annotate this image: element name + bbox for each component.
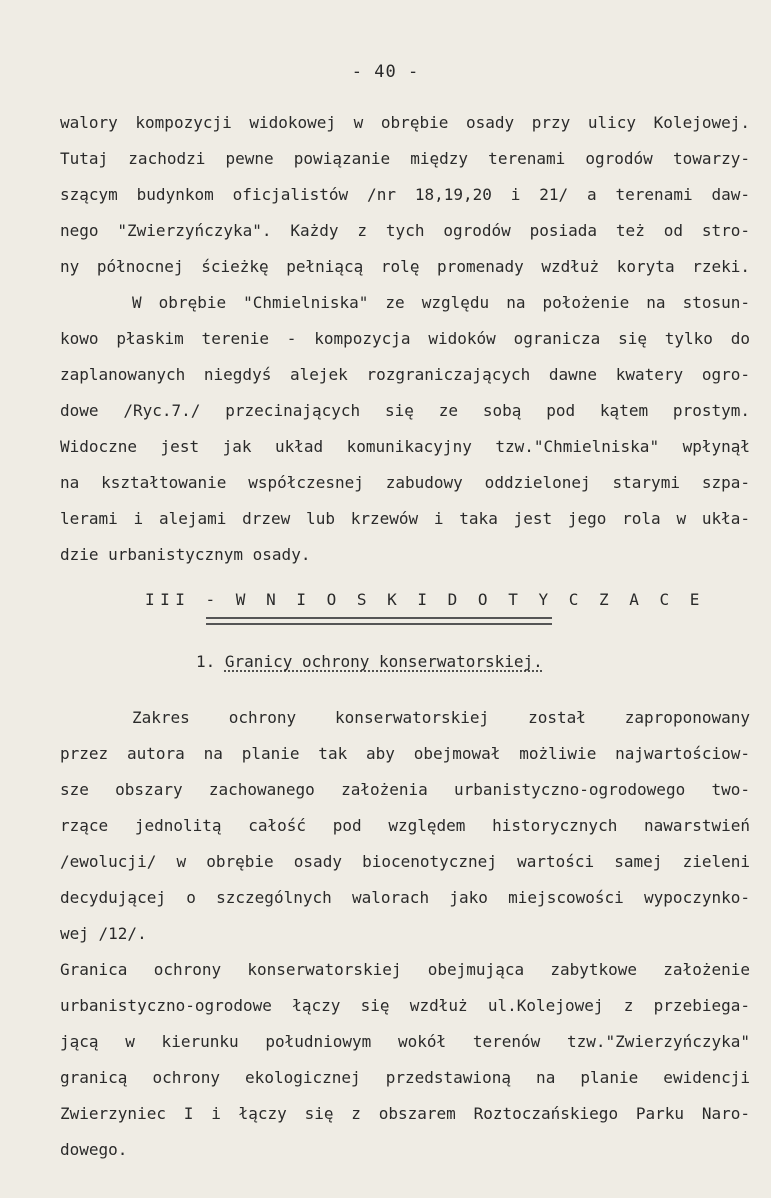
text-line: szącym budynkom oficjalistów /nr 18,19,20 i 21/ a terenami daw-: [60, 185, 750, 204]
text-line: zaplanowanych niegdyś alejek rozgraniczających dawne kwatery ogro-: [60, 365, 750, 384]
text-line: granicą ochrony ekologicznej przedstawioną na planie ewidencji: [60, 1068, 750, 1087]
subheading-number: 1.: [196, 652, 216, 671]
subheading: [196, 652, 543, 671]
page-number: - 40 -: [351, 62, 420, 82]
text-line: decydującej o szczególnych walorach jako miejscowości wypoczynko-: [60, 888, 750, 907]
text-line: jącą w kierunku południowym wokół terenów tzw."Zwierzyńczyka": [60, 1032, 750, 1051]
text-line: Zakres ochrony konserwatorskiej został zaproponowany: [132, 708, 750, 727]
text-line: Widoczne jest jak układ komunikacyjny tzw."Chmielniska" wpłynął: [60, 437, 750, 456]
text-line: W obrębie "Chmielniska" ze względu na położenie na stosun-: [132, 293, 750, 312]
text-line: Granica ochrony konserwatorskiej obejmująca zabytkowe założenie: [60, 960, 750, 979]
text-line: na kształtowanie współczesnej zabudowy oddzielonej starymi szpa-: [60, 473, 750, 492]
text-line: Tutaj zachodzi pewne powiązanie między terenami ogrodów towarzy-: [60, 149, 750, 168]
text-line: rzące jednolitą całość pod względem historycznych nawarstwień: [60, 816, 750, 835]
text-line: dzie urbanistycznym osady.: [60, 545, 311, 564]
text-line: dowego.: [60, 1140, 128, 1159]
text-line: urbanistyczno-ogrodowe łączy się wzdłuż ul.Kolejowej z przebiega-: [60, 996, 750, 1015]
text-line: sze obszary zachowanego założenia urbanistyczno-ogrodowego two-: [60, 780, 750, 799]
heading-double-underline: [206, 617, 552, 625]
text-line: lerami i alejami drzew lub krzewów i taka jest jego rola w ukła-: [60, 509, 750, 528]
text-line: wej /12/.: [60, 924, 147, 943]
text-line: Zwierzyniec I i łączy się z obszarem Roztoczańskiego Parku Naro-: [60, 1104, 750, 1123]
subheading-title: Granicy ochrony konserwatorskiej.: [224, 652, 543, 671]
text-line: przez autora na planie tak aby obejmował możliwie najwartościow-: [60, 744, 750, 763]
text-line: /ewolucji/ w obrębie osady biocenotycznej wartości samej zieleni: [60, 852, 750, 871]
section-heading: III - W N I O S K I D O T Y C Z A C E: [145, 590, 705, 609]
text-line: walory kompozycji widokowej w obrębie osady przy ulicy Kolejowej.: [60, 113, 750, 132]
text-line: kowo płaskim terenie - kompozycja widoków ogranicza się tylko do: [60, 329, 750, 348]
text-line: dowe /Ryc.7./ przecinających się ze sobą pod kątem prostym.: [60, 401, 750, 420]
text-line: ny północnej ścieżkę pełniącą rolę promenady wzdłuż koryta rzeki.: [60, 257, 750, 276]
text-line: nego "Zwierzyńczyka". Każdy z tych ogrodów posiada też od stro-: [60, 221, 750, 240]
